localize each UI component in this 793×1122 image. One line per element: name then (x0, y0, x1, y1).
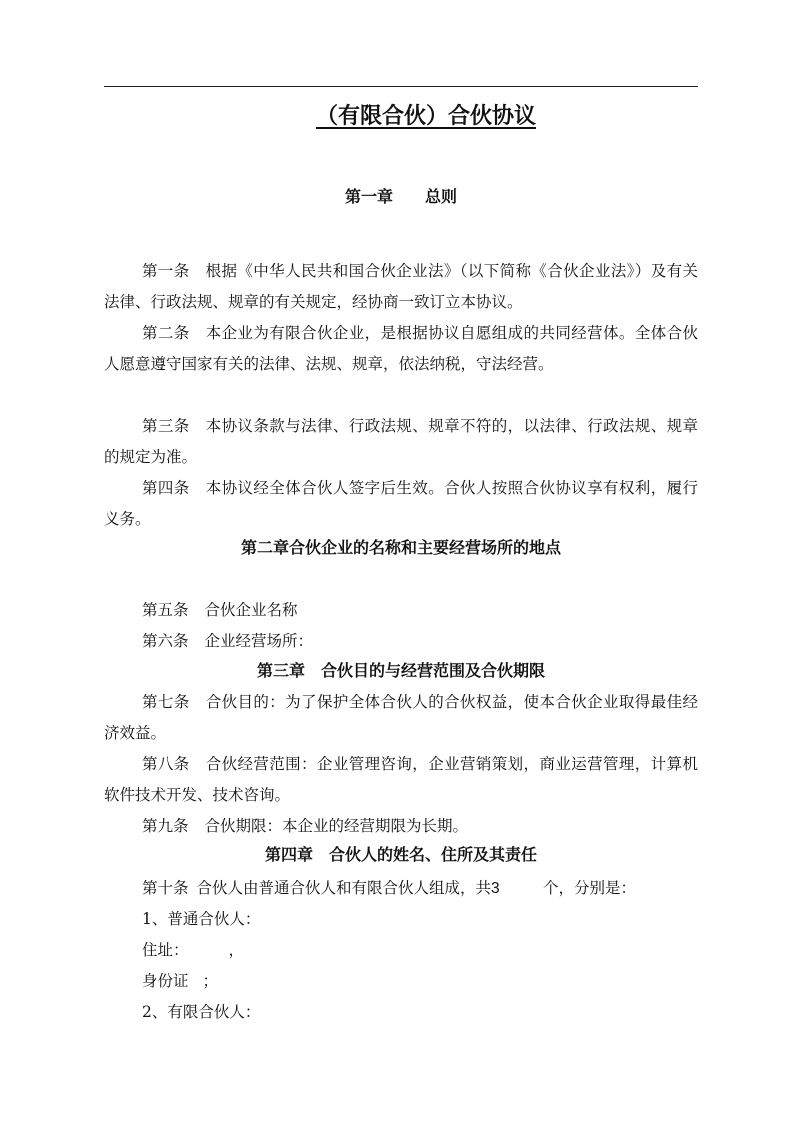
article-7-text: 合伙目的：为了保护全体合伙人的合伙权益，使本合伙企业取得最佳经济效益。 (104, 693, 698, 742)
article-6 (104, 626, 698, 657)
general-partner-address (142, 935, 244, 966)
article-4-label: 第四条 (142, 479, 190, 497)
article-8 (104, 749, 698, 811)
article-1 (104, 256, 698, 318)
chapter-4-heading: 第四章 合伙人的姓名、住所及其责任 (264, 845, 537, 864)
article-10-label: 第十条 (142, 879, 189, 897)
article-3-label: 第三条 (142, 417, 190, 435)
article-3 (104, 411, 698, 473)
article-10-text-after: 个，分别是： (543, 879, 637, 897)
article-10-text-before: 合伙人由普通合伙人和有限合伙人组成，共 (196, 879, 492, 897)
article-6-text: 企业经营场所： (204, 632, 314, 650)
address-separator: ， (228, 941, 245, 959)
article-8-label: 第八条 (142, 755, 190, 773)
article-2-label: 第二条 (142, 324, 190, 342)
article-9 (104, 811, 698, 842)
article-6-label: 第六条 (142, 632, 189, 650)
chapter-2-heading: 第二章合伙企业的名称和主要经营场所的地点 (240, 538, 561, 557)
article-3-text: 本协议条款与法律、行政法规、规章不符的，以法律、行政法规、规章的规定为准。 (104, 417, 698, 466)
article-1-label: 第一条 (142, 262, 190, 280)
document-title-text: （有限合伙）合伙协议 (315, 104, 536, 129)
article-7 (104, 687, 698, 749)
general-partner-id (142, 966, 218, 997)
article-5-label: 第五条 (142, 601, 189, 619)
general-partner-heading: 1、普通合伙人： (142, 910, 261, 928)
article-10 (104, 873, 698, 904)
address-label: 住址： (142, 941, 189, 959)
article-2 (104, 318, 698, 380)
limited-partner-heading: 2、有限合伙人： (142, 1003, 261, 1021)
article-4 (104, 473, 698, 535)
chapter-1-heading: 第一章 总则 (344, 187, 457, 206)
document-title (104, 100, 698, 134)
article-1-text: 根据《中华人民共和国合伙企业法》（以下简称《合伙企业法》）及有关法律、行政法规、规章的有关规定，经协商一致订立本协议。 (104, 262, 698, 311)
article-5 (104, 595, 698, 626)
article-4-text: 本协议经全体合伙人签字后生效。合伙人按照合伙协议享有权利，履行义务。 (104, 479, 698, 528)
article-9-text: 合伙期限：本企业的经营期限为长期。 (204, 817, 469, 835)
chapter-3-heading: 第三章 合伙目的与经营范围及合伙期限 (256, 661, 545, 680)
article-7-label: 第七条 (142, 693, 190, 711)
article-2-text: 本企业为有限合伙企业，是根据协议自愿组成的共同经营体。全体合伙人愿意遵守国家有关的法律、法规、规章，依法纳税，守法经营。 (104, 324, 698, 373)
partner-count: 3 (491, 880, 500, 897)
header-rule (104, 86, 698, 87)
id-label: 身份证 (142, 972, 189, 990)
article-8-text: 合伙经营范围：企业管理咨询，企业营销策划，商业运营管理，计算机软件技术开发、技术咨询。 (104, 755, 698, 804)
article-5-text: 合伙企业名称 (204, 601, 298, 619)
id-separator: ； (202, 972, 219, 990)
article-9-label: 第九条 (142, 817, 189, 835)
